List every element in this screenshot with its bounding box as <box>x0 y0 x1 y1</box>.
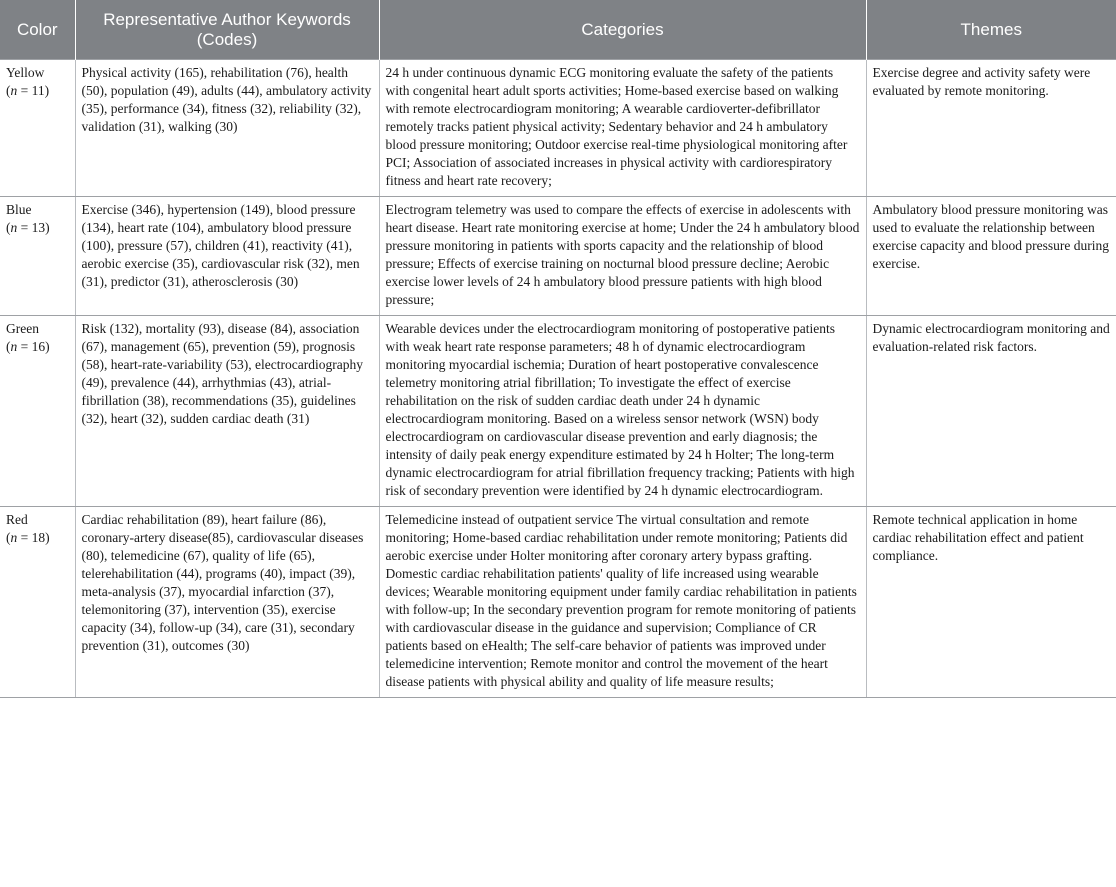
categories-cell: Telemedicine instead of outpatient service The virtual consultation and remote monitoring; Home-based cardiac rehabilitation under remote monitoring; Patients did aerobic exercise under Holter monitoring after coronary artery bypass grafting. Domestic cardiac rehabilitation patients' quality of life increased using wearable devices; Wearable monitoring equipment under family cardiac rehabilitation in patients with follow-up; In the secondary prevention program for remote monitoring of patients with cardiovascular disease in the guidance and supervision; Compliance of CR patients based on eHealth; The self-care behavior of patients was improved under telemedicine intervention; Remote monitor and control the movement of the heart disease patients with physical ability and quality of life measure results; <box>379 507 866 698</box>
cluster-count: (n = 13) <box>6 220 50 235</box>
cluster-count: (n = 18) <box>6 530 50 545</box>
color-cell <box>0 316 75 507</box>
keywords-cell: Risk (132), mortality (93), disease (84), association (67), management (65), prevention (59), prognosis (58), heart-rate-variability (53), electrocardiography (49), prevalence (44), arrhythmias (43), atrial-fibrillation (38), recommendations (35), guidelines (32), heart (32), sudden cardiac death (31) <box>75 316 379 507</box>
cluster-count: (n = 16) <box>6 339 50 354</box>
themes-cell: Ambulatory blood pressure monitoring was used to evaluate the relationship between exercise capacity and blood pressure during exercise. <box>866 197 1116 316</box>
keywords-cell: Exercise (346), hypertension (149), blood pressure (134), heart rate (104), ambulatory blood pressure (100), pressure (57), children (41), reactivity (41), aerobic exercise (35), cardiovascular risk (32), men (31), predictor (31), atherosclerosis (30) <box>75 197 379 316</box>
keywords-cell: Physical activity (165), rehabilitation (76), health (50), population (49), adults (44), ambulatory activity (35), performance (34), fitness (32), reliability (32), validation (31), walking (30) <box>75 60 379 197</box>
header-row <box>0 0 1116 60</box>
header-keywords: Representative Author Keywords (Codes) <box>75 0 379 60</box>
themes-cell: Dynamic electrocardiogram monitoring and evaluation-related risk factors. <box>866 316 1116 507</box>
cluster-color: Blue <box>6 202 32 217</box>
cluster-color: Red <box>6 512 28 527</box>
keywords-cell: Cardiac rehabilitation (89), heart failure (86), coronary-artery disease(85), cardiovascular diseases (80), telemedicine (67), quality of life (65), telerehabilitation (44), programs (40), impact (39), meta-analysis (37), myocardial infarction (37), telemonitoring (37), intervention (35), exercise capacity (34), follow-up (34), care (31), secondary prevention (31), outcomes (30) <box>75 507 379 698</box>
table-row-yellow <box>0 60 1116 197</box>
table-row-green <box>0 316 1116 507</box>
header-categories: Categories <box>379 0 866 60</box>
categories-cell: Wearable devices under the electrocardiogram monitoring of postoperative patients with weak heart rate response parameters; 48 h of dynamic electrocardiogram monitoring myocardial ischemia; Duration of heart postoperative convalescence telemetry monitoring atrial fibrillation; To investigate the effect of exercise rehabilitation on the risk of sudden cardiac death under 24 h dynamic electrocardiogram monitoring. Based on a wireless sensor network (WSN) body electrocardiogram on cardiovascular disease prevention and early diagnosis; the intensity of daily peak energy expenditure estimated by 24 h Holter; The long-term dynamic electrocardiogram for atrial fibrillation frequency tracking; Patients with high risk of secondary prevention were identified by 24 h dynamic electrocardiogram. <box>379 316 866 507</box>
table-body <box>0 60 1116 698</box>
categories-cell: Electrogram telemetry was used to compare the effects of exercise in adolescents with heart disease. Heart rate monitoring exercise at home; Under the 24 h ambulatory blood pressure monitoring in patients with sports capacity and the relationship of blood pressure; Effects of exercise training on nocturnal blood pressure decline; Aerobic exercise lower levels of 24 h ambulatory blood pressure patients with high blood pressure; <box>379 197 866 316</box>
color-cell <box>0 507 75 698</box>
table-header <box>0 0 1116 60</box>
table-row-red <box>0 507 1116 698</box>
categories-cell: 24 h under continuous dynamic ECG monitoring evaluate the safety of the patients with congenital heart adult sports activities; Home-based exercise based on walking with remote electrocardiogram monitoring; A wearable cardioverter-defibrillator remotely tracks patient physical activity; Sedentary behavior and 24 h ambulatory blood pressure monitoring; Outdoor exercise real-time physiological monitoring after PCI; Association of associated increases in physical activity with cardiorespiratory fitness and heart rate recovery; <box>379 60 866 197</box>
header-color: Color <box>0 0 75 60</box>
header-themes: Themes <box>866 0 1116 60</box>
cluster-count: (n = 11) <box>6 83 50 98</box>
themes-cell: Exercise degree and activity safety were evaluated by remote monitoring. <box>866 60 1116 197</box>
table-row-blue <box>0 197 1116 316</box>
color-cell <box>0 197 75 316</box>
themes-cell: Remote technical application in home cardiac rehabilitation effect and patient compliance. <box>866 507 1116 698</box>
cluster-color: Green <box>6 321 39 336</box>
color-cell <box>0 60 75 197</box>
cluster-color: Yellow <box>6 65 45 80</box>
